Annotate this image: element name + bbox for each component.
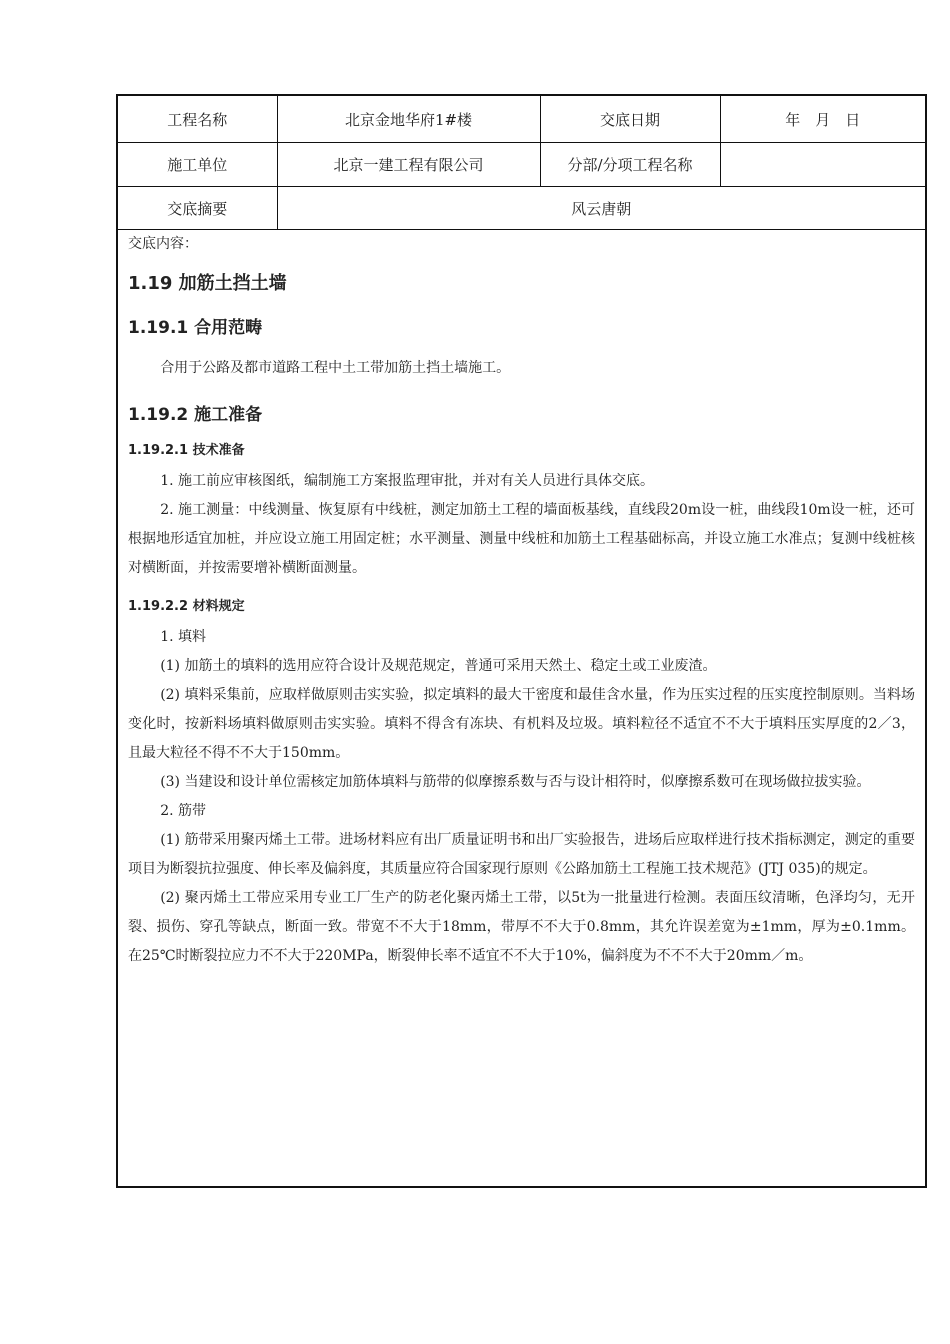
section-heading-1-19: 1.19 加筋土挡土墙 [128, 273, 287, 294]
content-label: 交底内容： [128, 236, 198, 252]
header-row-project [118, 96, 925, 143]
paragraph-tech-2: 2. 施工测量：中线测量、恢复原有中线桩，测定加筋土工程的墙面板基线，直线段20m设一桩，曲线段10m设一桩，还可根据地形适宜加桩，并应设立施工用固定桩；水平测量、测量中线桩和加筋土工程基础标高，并设立施工水准点；复测中线桩核对横断面，并按需要增补横断面测量。 [128, 502, 915, 576]
paragraph-filler-1: (1) 加筋土的填料的选用应符合设计及规范规定，普通可采用天然土、稳定土或工业废渣。 [160, 658, 717, 674]
project-name-value: 北京金地华府1#楼 [277, 96, 540, 143]
section-heading-1-19-2-1: 1.19.2.1 技术准备 [128, 443, 245, 458]
paragraph-filler-3: (3) 当建设和设计单位需核定加筋体填料与筋带的似摩擦系数与否与设计相符时，似摩擦系数可在现场做拉拔实验。 [160, 774, 871, 790]
unit-value: 北京一建工程有限公司 [277, 143, 540, 187]
paragraph-filler: 1. 填料 [160, 629, 206, 645]
paragraph-tech-1: 1. 施工前应审核图纸，编制施工方案报监理审批，并对有关人员进行具体交底。 [160, 473, 654, 489]
header-row-unit [118, 143, 925, 187]
disclosure-sheet [116, 94, 927, 1188]
subproject-label: 分部/分项工程名称 [540, 143, 720, 187]
paragraph-strip: 2. 筋带 [160, 803, 206, 819]
header-table [118, 96, 925, 230]
section-heading-1-19-1: 1.19.1 合用范畴 [128, 318, 263, 338]
date-label: 交底日期 [540, 96, 720, 143]
unit-label: 施工单位 [118, 143, 277, 187]
summary-label: 交底摘要 [118, 187, 277, 230]
section-heading-1-19-2-2: 1.19.2.2 材料规定 [128, 599, 245, 614]
subproject-value [720, 143, 925, 187]
paragraph-strip-1: (1) 筋带采用聚丙烯土工带。进场材料应有出厂质量证明书和出厂实验报告，进场后应取样进行技术指标测定，测定的重要项目为断裂抗拉强度、伸长率及偏斜度，其质量应符合国家现行原则《公路加筋土工程施工技术规范》(JTJ 035)的规定。 [128, 832, 915, 877]
paragraph-scope: 合用于公路及都市道路工程中土工带加筋土挡土墙施工。 [160, 360, 511, 376]
section-heading-1-19-2: 1.19.2 施工准备 [128, 405, 263, 425]
date-value: 年 月 日 [720, 96, 925, 143]
disclosure-content [118, 230, 925, 971]
paragraph-strip-2: (2) 聚丙烯土工带应采用专业工厂生产的防老化聚丙烯土工带，以5t为一批量进行检测。表面压纹清晰，色泽均匀，无开裂、损伤、穿孔等缺点，断面一致。带宽不不大于18mm，带厚不不大于0.8mm，其允许误差宽为±1mm，厚为±0.1mm。在25℃时断裂拉应力不不大于220MPa，断裂伸长率不适宜不不大于10%，偏斜度为不不不大于20mm／m。 [128, 890, 915, 964]
paragraph-filler-2: (2) 填料采集前，应取样做原则击实实验，拟定填料的最大干密度和最佳含水量，作为压实过程的压实度控制原则。当料场变化时，按新料场填料做原则击实实验。填料不得含有冻块、有机料及垃圾。填料粒径不适宜不不大于填料压实厚度的2／3，且最大粒径不得不不大于150mm。 [128, 687, 915, 761]
header-row-summary [118, 187, 925, 230]
summary-value: 风云唐朝 [277, 187, 925, 230]
project-name-label: 工程名称 [118, 96, 277, 143]
